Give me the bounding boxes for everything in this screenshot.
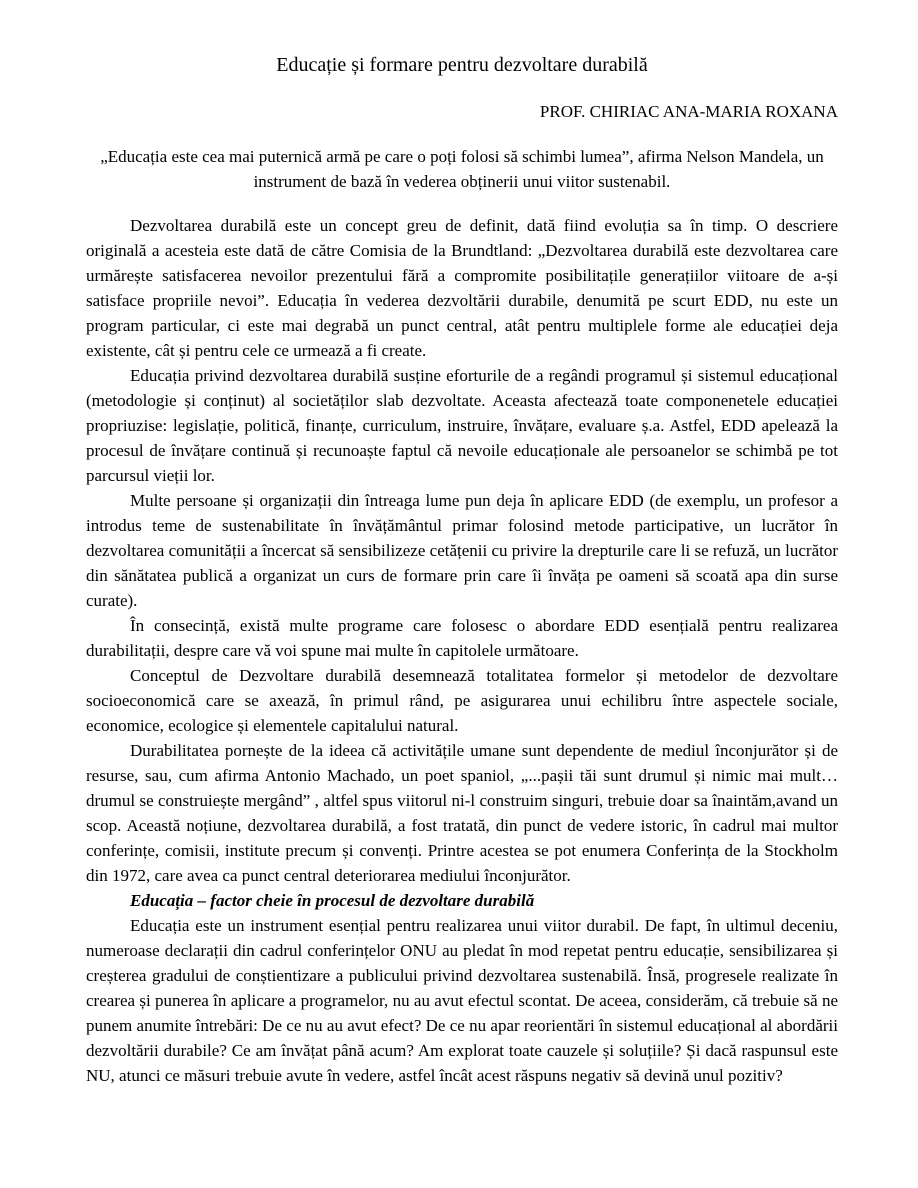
body-paragraph-4: În consecință, există multe programe care folosesc o abordare EDD esențială pentru realizarea durabilitații, despre care vă voi spune mai multe în capitolele următoare. <box>86 616 838 660</box>
body-paragraph-2: Educația privind dezvoltarea durabilă susține eforturile de a regândi programul și sistemul educațional (metodologie și conținut) al societăților slab dezvoltate. Aceasta afectează toate componenetele educației propriuzise: legislație, politică, finanțe, curriculum, instruire, învățare, evaluare ș.a. Astfel, EDD apelează la procesul de învățare continuă și recunoaște faptul că nevoile educaționale ale persoanelor se schimbă pe tot parcursul vieții lor. <box>86 366 838 485</box>
body-paragraph-3: Multe persoane și organizații din întreaga lume pun deja în aplicare EDD (de exemplu, un profesor a introdus teme de sustenabilitate în învățământul primar folosind metode participative, un lucrător în dezvoltarea comunității a încercat să sensibilizeze cetățenii cu privire la drepturile care li se refuză, un lucrător din sănătatea publică a organizat un curs de formare prin care îi învăța pe oameni să scoată apa din surse curate). <box>86 491 838 610</box>
body-paragraph-5: Conceptul de Dezvoltare durabilă desemnează totalitatea formelor și metodelor de dezvoltare socioeconomică care se axează, în primul rând, pe asigurarea unui echilibru între aspectele sociale, economice, ecologice și elementele capitalului natural. <box>86 666 838 735</box>
author-line: PROF. CHIRIAC ANA-MARIA ROXANA <box>539 102 838 121</box>
body-paragraph-7: Educația este un instrument esențial pentru realizarea unui viitor durabil. De fapt, în ultimul deceniu, numeroase declarații din cadrul conferințelor ONU au pledat în mod repetat pentru educație, sensibilizarea și creșterea gradului de conștientizare a publicului privind dezvoltarea sustenabilă. Însă, progresele realizate în crearea și punerea în aplicare a programelor, nu au avut efectul scontat. De aceea, considerăm, că trebuie să ne punem anumite întrebări: De ce nu au avut efect? De ce nu apar reorientări în sistemul educațional al abordării dezvoltării durabile? Ce am învățat până acum? Am explorat toate cauzele și soluțiile? Și dacă raspunsul este NU, atunci ce măsuri trebuie avute în vedere, astfel încât acest răspuns negativ să devină unul pozitiv? <box>86 916 838 1085</box>
opening-quote: „Educația este cea mai puternică armă pe care o poți folosi să schimbi lumea”, afirma Nelson Mandela, un instrument de bază în vederea obținerii unui viitor sustenabil. <box>100 147 824 191</box>
body-paragraph-6: Durabilitatea pornește de la ideea că activitățile umane sunt dependente de mediul înconjurător și de resurse, sau, cum afirma Antonio Machado, un poet spaniol, „...pașii tăi sunt drumul și nimic mai mult… drumul se construiește mergând” , altfel spus viitorul ni-l construim singuri, trebuie doar sa înaintăm,avand un scop. Această noțiune, dezvoltarea durabilă, a fost tratată, din punct de vedere istoric, în cadrul mai multor conferințe, comisii, institute precum și convenți. Printre acestea se pot enumera Conferința de la Stockholm din 1972, care avea ca punct central deteriorarea mediului înconjurător. <box>86 741 838 885</box>
document-title: Educație și formare pentru dezvoltare durabilă <box>276 54 648 76</box>
body-paragraph-1: Dezvoltarea durabilă este un concept greu de definit, dată fiind evoluția sa în timp. O descriere originală a acesteia este dată de către Comisia de la Brundtland: „Dezvoltarea durabilă este dezvoltarea care urmărește satisfacerea nevoilor prezentului fără a compromite posibilitațile generațiilor viitoare de a-și satisface propriile nevoi”. Educația în vederea dezvoltării durabile, denumită pe scurt EDD, nu este un program particular, ci este mai degrabă un punct central, atât pentru multiplele forme ale educației deja existente, cât și pentru cele ce urmează a fi create. <box>86 216 838 360</box>
section-heading: Educația – factor cheie în procesul de dezvoltare durabilă <box>130 891 535 910</box>
